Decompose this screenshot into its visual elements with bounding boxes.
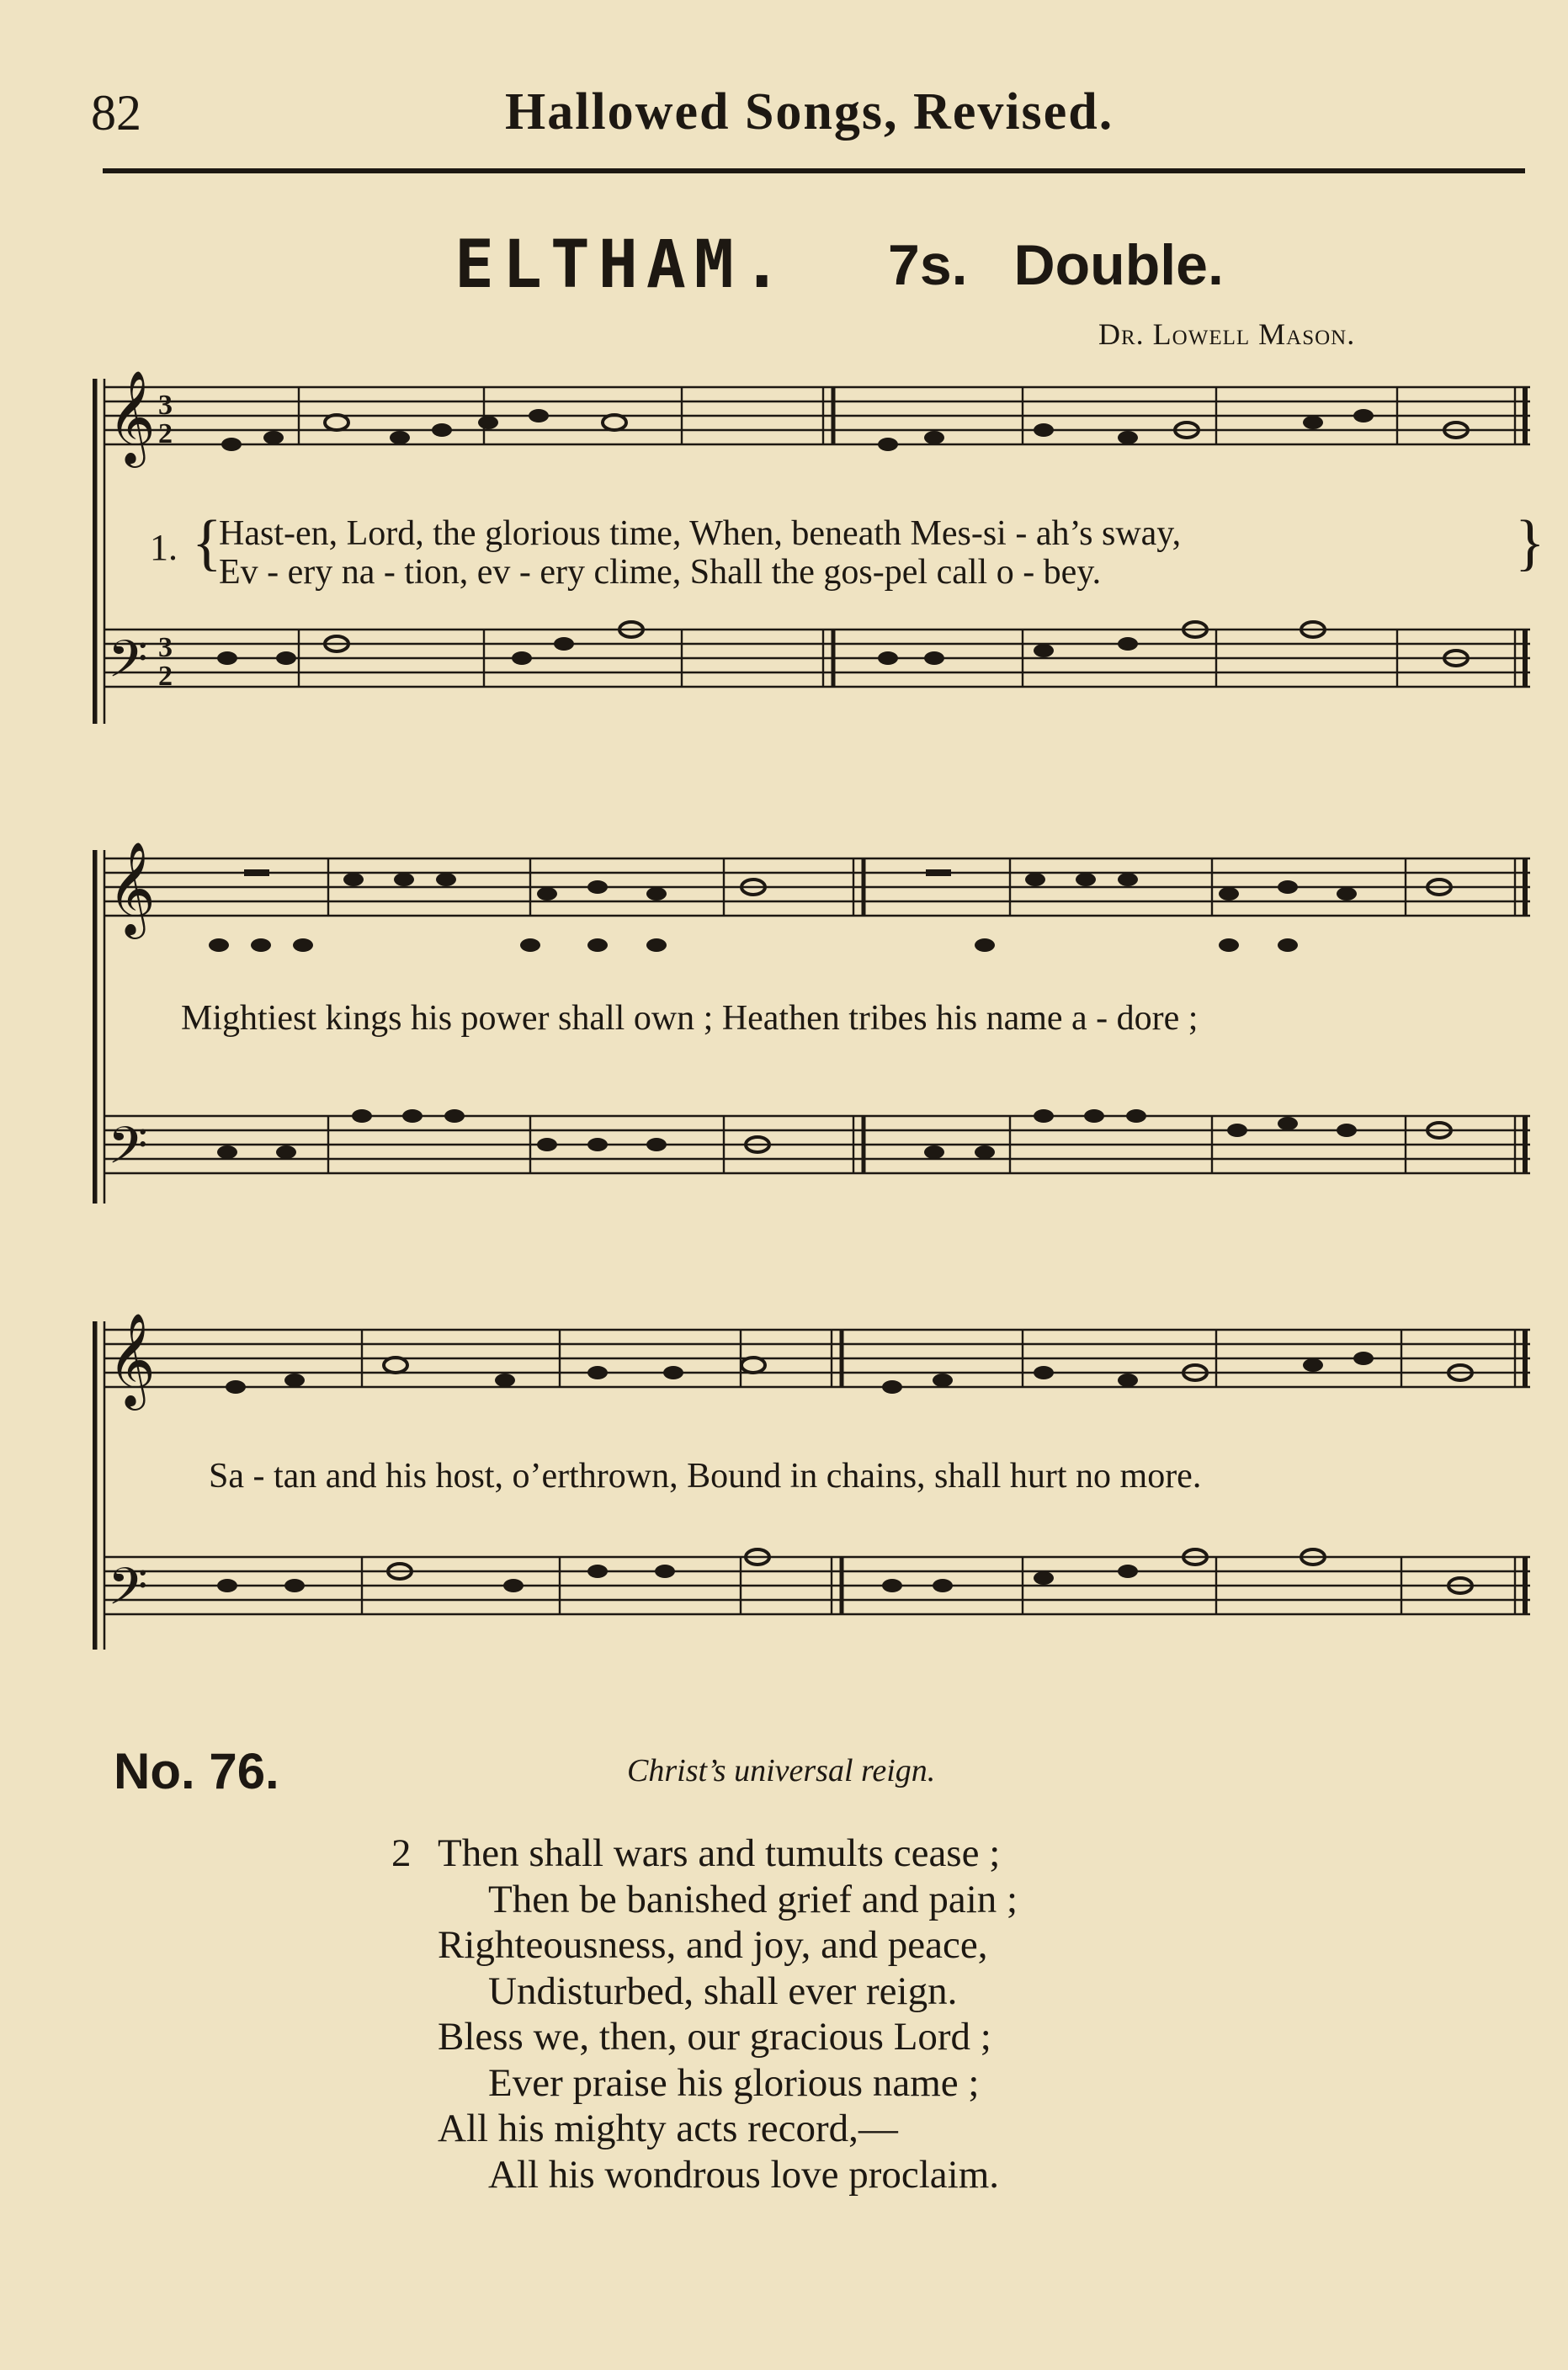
svg-text:𝄞: 𝄞 [108, 369, 156, 464]
composer-credit: Dr. Lowell Mason. [1098, 317, 1356, 351]
brace-left: { [192, 508, 222, 577]
stanza-line-4: Undisturbed, shall ever reign. [488, 1969, 958, 2013]
meter-label: 7s. [888, 233, 968, 297]
tune-meter [888, 232, 1270, 298]
header-rule [103, 168, 1525, 173]
brace-right: } [1515, 508, 1545, 577]
stanza-line [391, 1831, 1018, 1877]
verse-number: 1. [150, 527, 178, 568]
music-system-2 [93, 842, 1540, 1212]
lyric-system-1-line-1: Hast-en, Lord, the glorious time, When, beneath Mes-si - ah’s sway, [219, 514, 1182, 553]
stanza-line-6: Ever praise his glorious name ; [488, 2060, 980, 2105]
lyric-system-1-line-2: Ev - ery na - tion, ev - ery clime, Shall the gos-pel call o - bey. [219, 553, 1102, 592]
music-system-1 [93, 362, 1545, 732]
running-head: Hallowed Songs, Revised. [505, 83, 1114, 141]
stanza-line-5: Bless we, then, our gracious Lord ; [438, 2015, 991, 2059]
stanza-line-2: Then be banished grief and pain ; [488, 1877, 1018, 1921]
svg-text:𝄢: 𝄢 [108, 630, 148, 702]
stanza-line-7: All his mighty acts record,— [438, 2107, 898, 2150]
svg-text:𝄞: 𝄞 [108, 1312, 156, 1406]
svg-text:3: 3 [158, 390, 173, 421]
svg-text:3: 3 [158, 632, 173, 663]
stanza-number: 2 [391, 1831, 412, 1875]
svg-text:𝄢: 𝄢 [108, 1557, 148, 1629]
stanza-2 [391, 1831, 1018, 2197]
svg-text:𝄞: 𝄞 [108, 842, 156, 935]
hymn-number: No. 76. [114, 1743, 279, 1799]
music-system-3 [93, 1305, 1540, 1658]
stanza-line-1: Then shall wars and tumults cease ; [438, 1831, 1001, 1875]
svg-text:𝄢: 𝄢 [108, 1116, 148, 1188]
meter-variant: Double. [1013, 233, 1224, 297]
tune-title: ELTHAM. [454, 227, 790, 303]
stanza-line-8: All his wondrous love proclaim. [488, 2152, 1000, 2197]
lyric-system-2-line-1: Mightiest kings his power shall own ; Heathen tribes his name a - dore ; [181, 999, 1199, 1038]
hymn-subject: Christ’s universal reign. [627, 1753, 936, 1788]
svg-text:2: 2 [158, 661, 173, 692]
stanza-line-3: Righteousness, and joy, and peace, [438, 1923, 988, 1967]
lyric-system-3-line-1: Sa - tan and his host, o’erthrown, Bound in chains, shall hurt no more. [209, 1457, 1202, 1496]
svg-text:2: 2 [158, 418, 173, 449]
page-number: 82 [91, 85, 141, 141]
